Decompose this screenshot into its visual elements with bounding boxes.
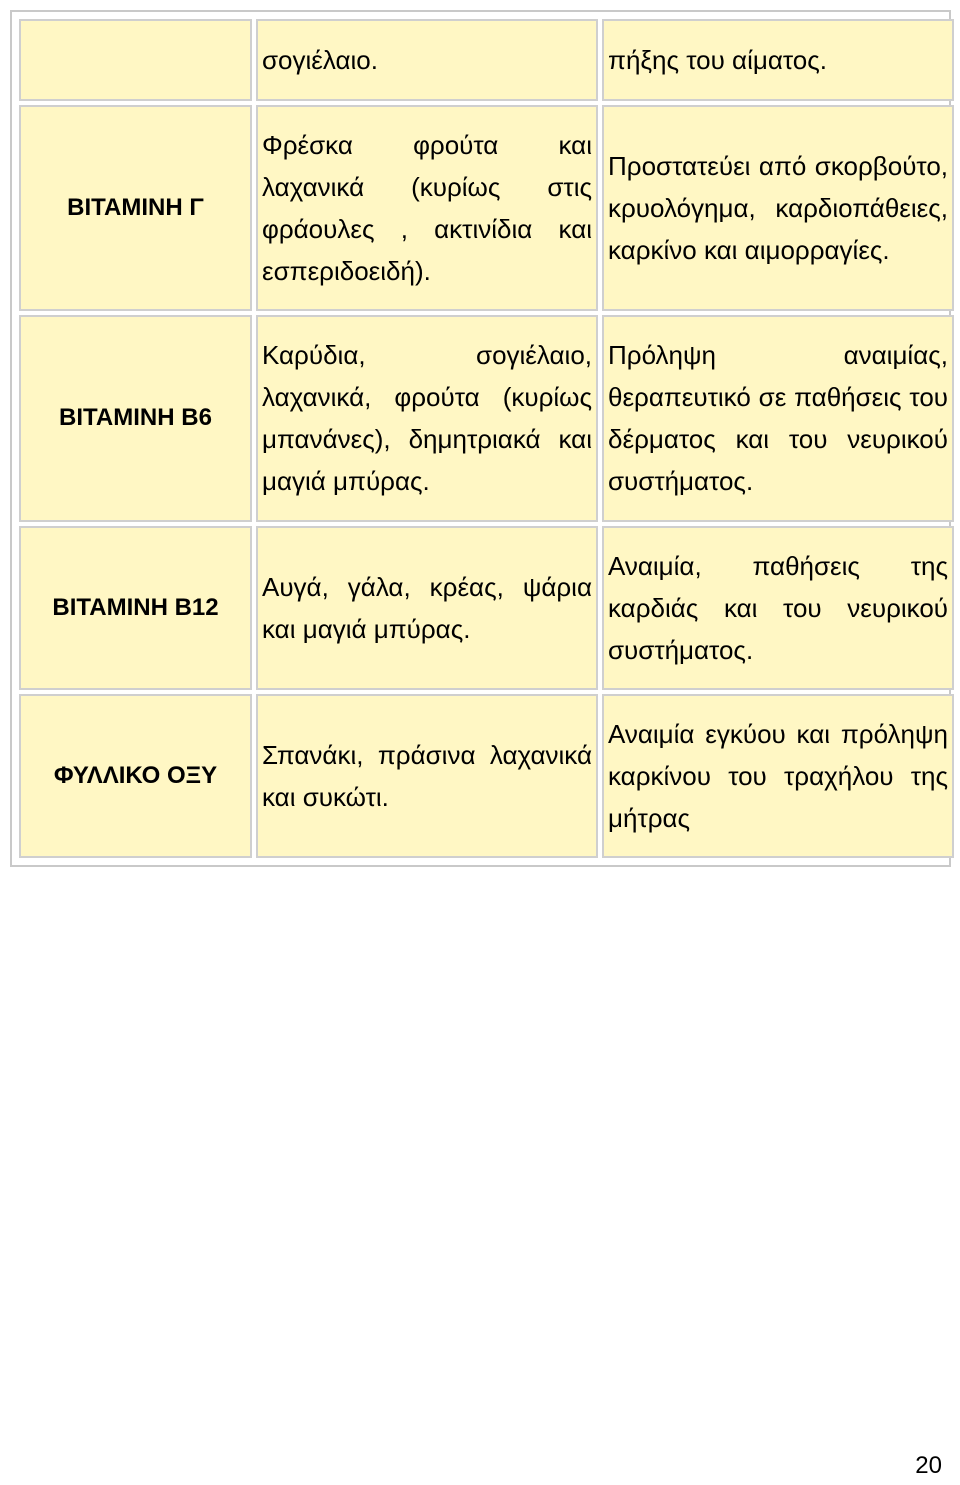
health-benefits-cell: πήξης του αίματος. xyxy=(602,19,954,101)
food-sources-cell: Σπανάκι, πράσινα λαχανικά και συκώτι. xyxy=(256,694,598,858)
health-benefits-cell: Πρόληψη αναιμίας, θεραπευτικό σε παθήσεις του δέρματος και του νευρικού συστήματος. xyxy=(602,315,954,521)
vitamins-table-frame xyxy=(10,10,951,867)
table-row xyxy=(19,315,954,521)
table-row xyxy=(19,19,954,101)
health-benefits-cell: Αναιμία, παθήσεις της καρδιάς και του νευρικού συστήματος. xyxy=(602,526,954,690)
vitamins-table xyxy=(15,15,958,862)
page-number: 20 xyxy=(915,1452,942,1479)
vitamin-name-cell: ΒΙΤΑΜΙΝΗ Β6 xyxy=(19,315,252,521)
food-sources-cell: Αυγά, γάλα, κρέας, ψάρια και μαγιά μπύρας. xyxy=(256,526,598,690)
table-row xyxy=(19,526,954,690)
food-sources-cell: σογιέλαιο. xyxy=(256,19,598,101)
vitamin-name-cell: ΒΙΤΑΜΙΝΗ Γ xyxy=(19,105,252,311)
health-benefits-cell: Προστατεύει από σκορβούτο, κρυολόγημα, καρδιοπάθειες, καρκίνο και αιμορραγίες. xyxy=(602,105,954,311)
food-sources-cell: Φρέσκα φρούτα και λαχανικά (κυρίως στις φράουλες , ακτινίδια και εσπεριδοειδή). xyxy=(256,105,598,311)
health-benefits-cell: Αναιμία εγκύου και πρόληψη καρκίνου του τραχήλου της μήτρας xyxy=(602,694,954,858)
vitamin-name-cell: ΦΥΛΛΙΚΟ ΟΞΥ xyxy=(19,694,252,858)
table-row xyxy=(19,694,954,858)
vitamin-name-cell xyxy=(19,19,252,101)
food-sources-cell: Καρύδια, σογιέλαιο, λαχανικά, φρούτα (κυρίως μπανάνες), δημητριακά και μαγιά μπύρας. xyxy=(256,315,598,521)
table-row xyxy=(19,105,954,311)
vitamin-name-cell: ΒΙΤΑΜΙΝΗ Β12 xyxy=(19,526,252,690)
